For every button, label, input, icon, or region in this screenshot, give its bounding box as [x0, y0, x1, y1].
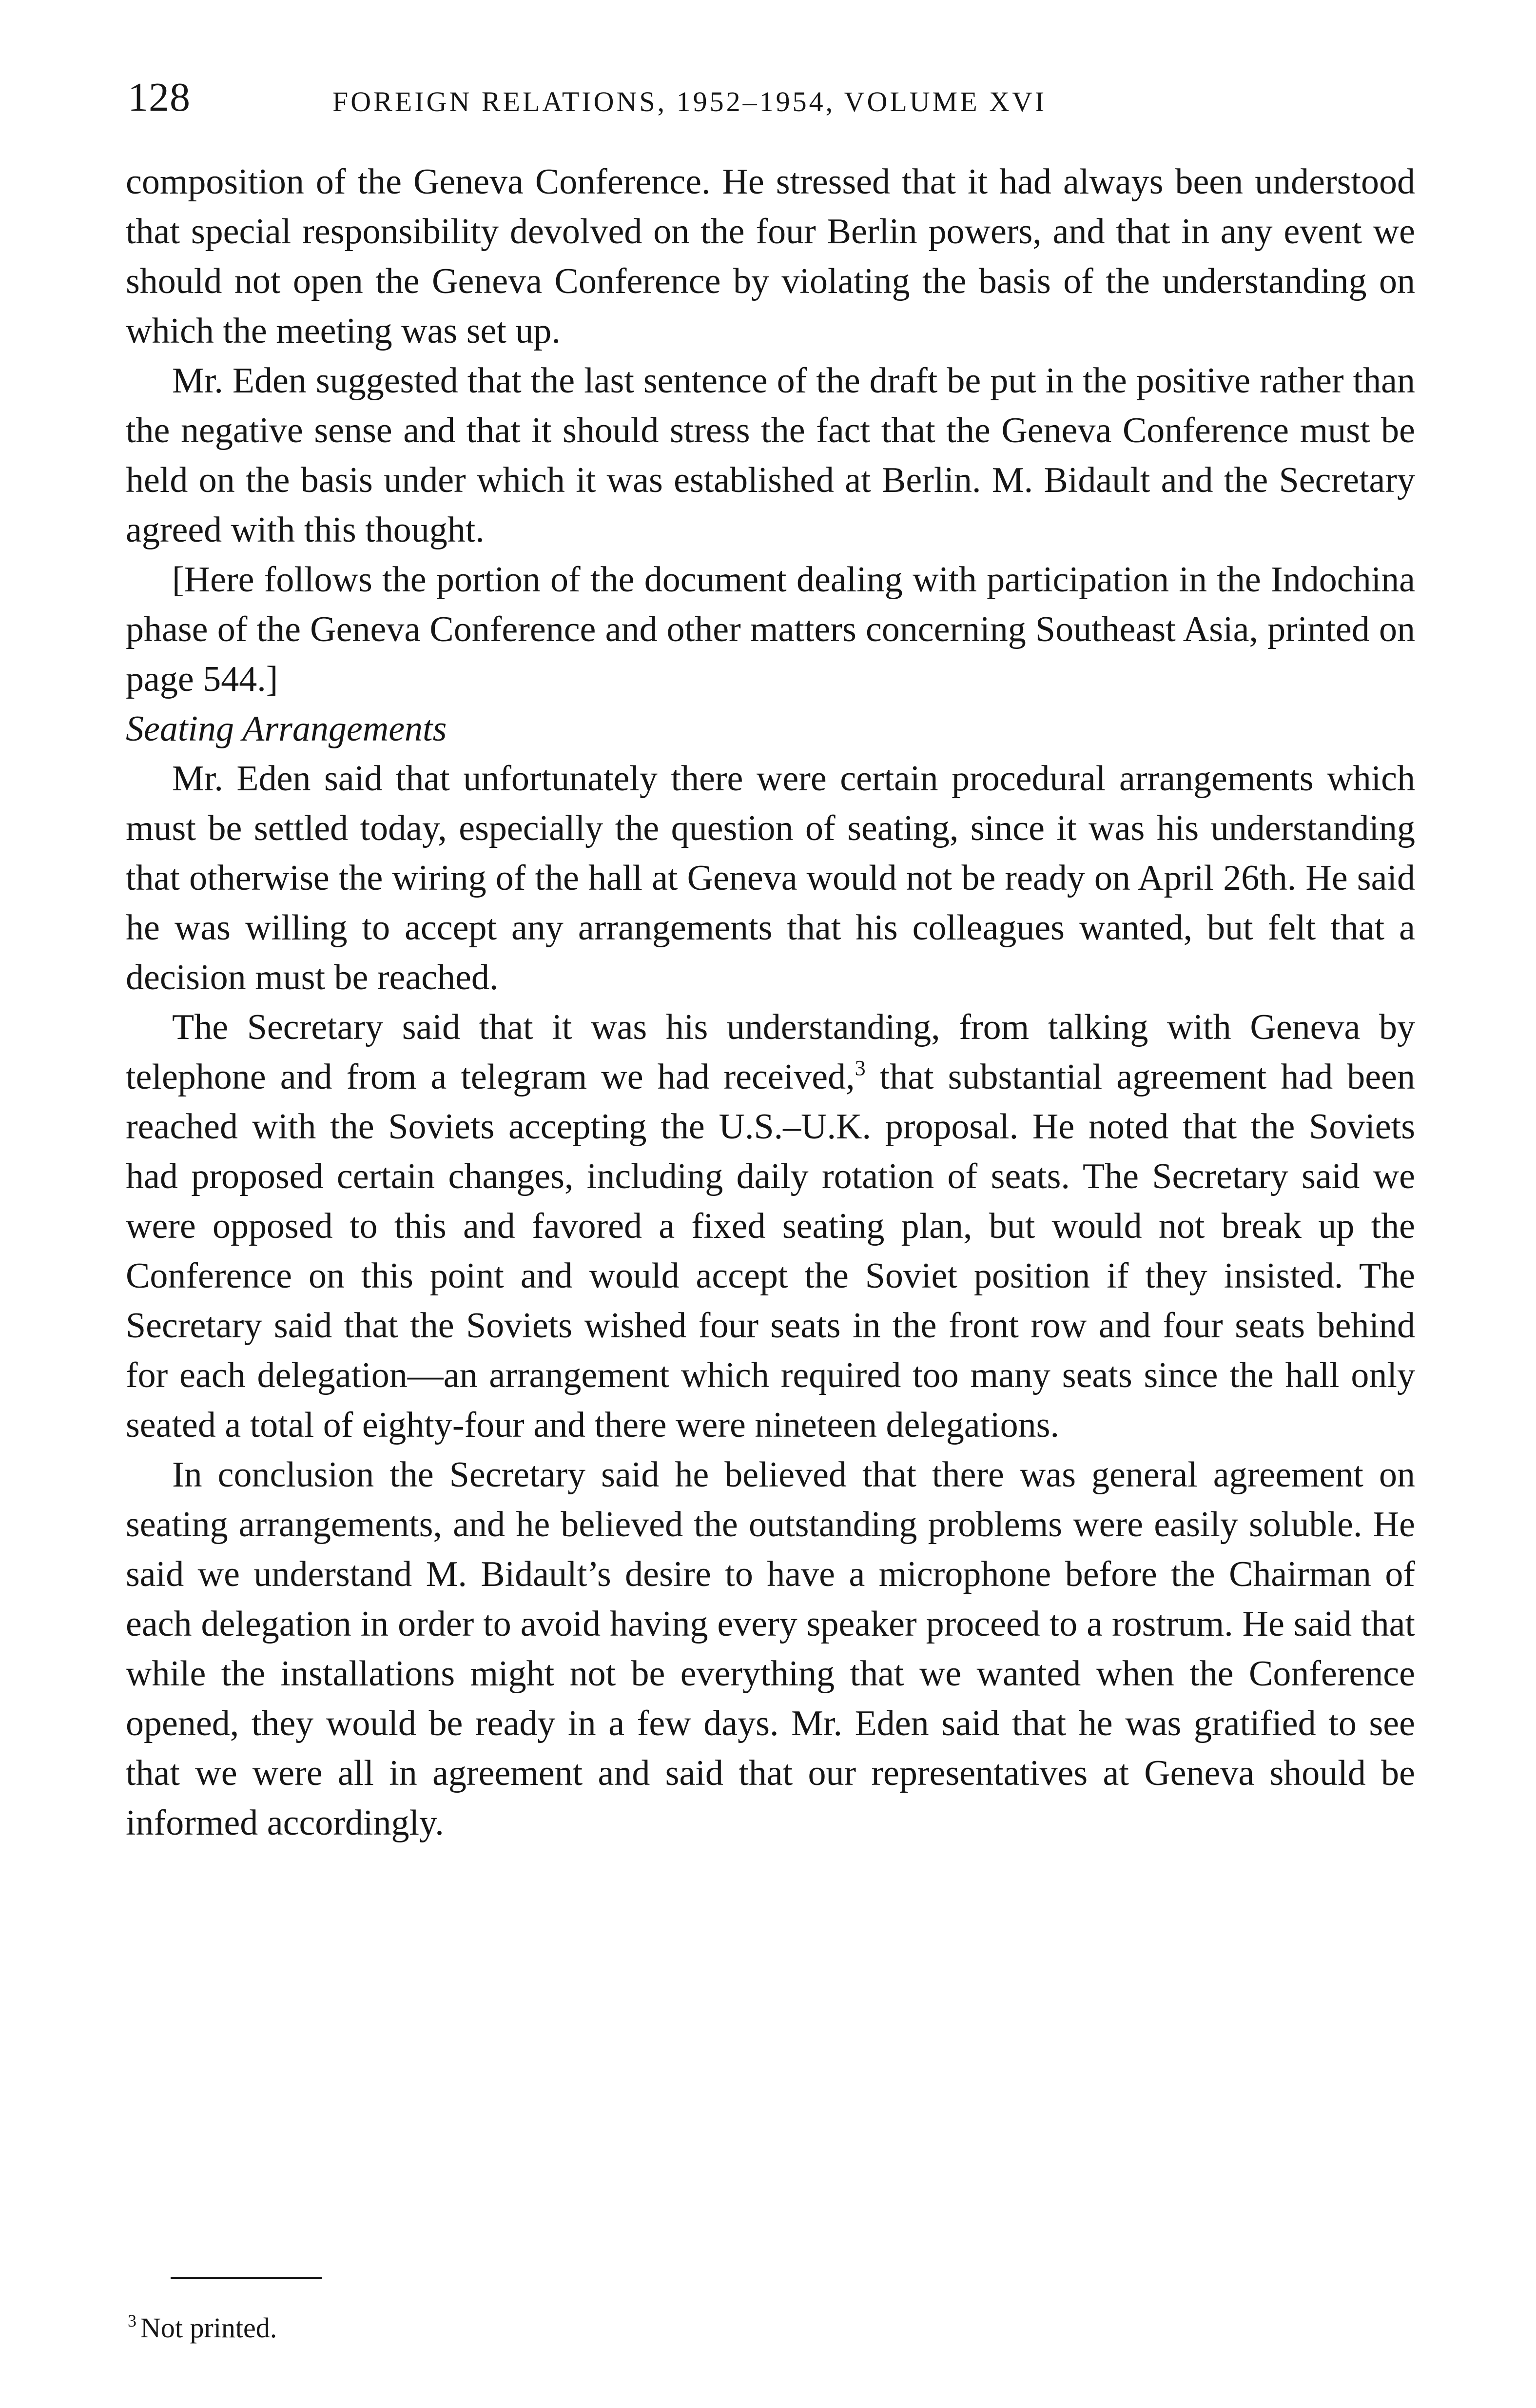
editorial-note: [Here follows the portion of the document dealing with participation in the Indochina phase of the Geneva Conference and other matters concerning Southeast Asia, printed on page 544.]: [126, 560, 1415, 699]
paragraph: Mr. Eden said that unfortunately there were certain procedural arrangements which must be settled today, especially the question of seating, since it was his understanding that otherwise the wiring of the hall at Geneva would not be ready on April 26th. He said he was willing to accept any arrangements that his colleagues wanted, but felt that a decision must be reached.: [126, 759, 1415, 998]
page-header: [128, 68, 1410, 127]
paragraph: In conclusion the Secretary said he believed that there was general agreement on seating arrangements, and he believed the outstanding problems were easily soluble. He said we understand M. Bidault’s desire to have a microphone before the Chairman of each delegation in order to avoid having every speaker proceed to a rostrum. He said that while the installations might not be everything that we wanted when the Conference opened, they would be ready in a few days. Mr. Eden said that he was gratified to see that we were all in agreement and said that our representatives at Geneva should be informed accordingly.: [126, 1455, 1415, 1843]
paragraph: [126, 1002, 1415, 1450]
footnote-marker: 3: [128, 2311, 136, 2330]
footnote-text: Not printed.: [140, 2312, 277, 2344]
body-text: [126, 157, 1415, 1848]
paragraph-text: The Secretary said that it was his understanding, from talking with Geneva by telephone and from a telegram we had received,: [126, 1007, 1415, 1097]
footnote-divider: [171, 2277, 322, 2279]
section-heading: Seating Arrangements: [126, 709, 447, 749]
running-head: FOREIGN RELATIONS, 1952–1954, VOLUME XVI: [332, 86, 1047, 117]
page-number: 128: [128, 75, 191, 120]
paragraph-continued: composition of the Geneva Conference. He stressed that it had always been understood that special responsibility devolved on the four Berlin powers, and that in any event we should not open the Geneva Conference by violating the basis of the understanding on which the meeting was set up.: [126, 162, 1415, 351]
paragraph-text: that substantial agreement had been reached with the Soviets accepting the U.S.–U.K. proposal. He noted that the Soviets had proposed certain changes, including daily rotation of seats. The Secretary said we were opposed to this and favored a fixed seating plan, but would not break up the Conference on this point and would accept the Soviet position if they insisted. The Secretary said that the Soviets wished four seats in the front row and four seats behind for each delegation—an arrangement which required too many seats since the hall only seated a total of eighty-four and there were nineteen delegations.: [126, 1057, 1415, 1445]
footnote: [128, 2309, 277, 2348]
paragraph: Mr. Eden suggested that the last sentence of the draft be put in the positive rather than the negative sense and that it should stress the fact that the Geneva Conference must be held on the basis under which it was established at Berlin. M. Bidault and the Secretary agreed with this thought.: [126, 361, 1415, 550]
footnote-reference: 3: [855, 1056, 866, 1080]
